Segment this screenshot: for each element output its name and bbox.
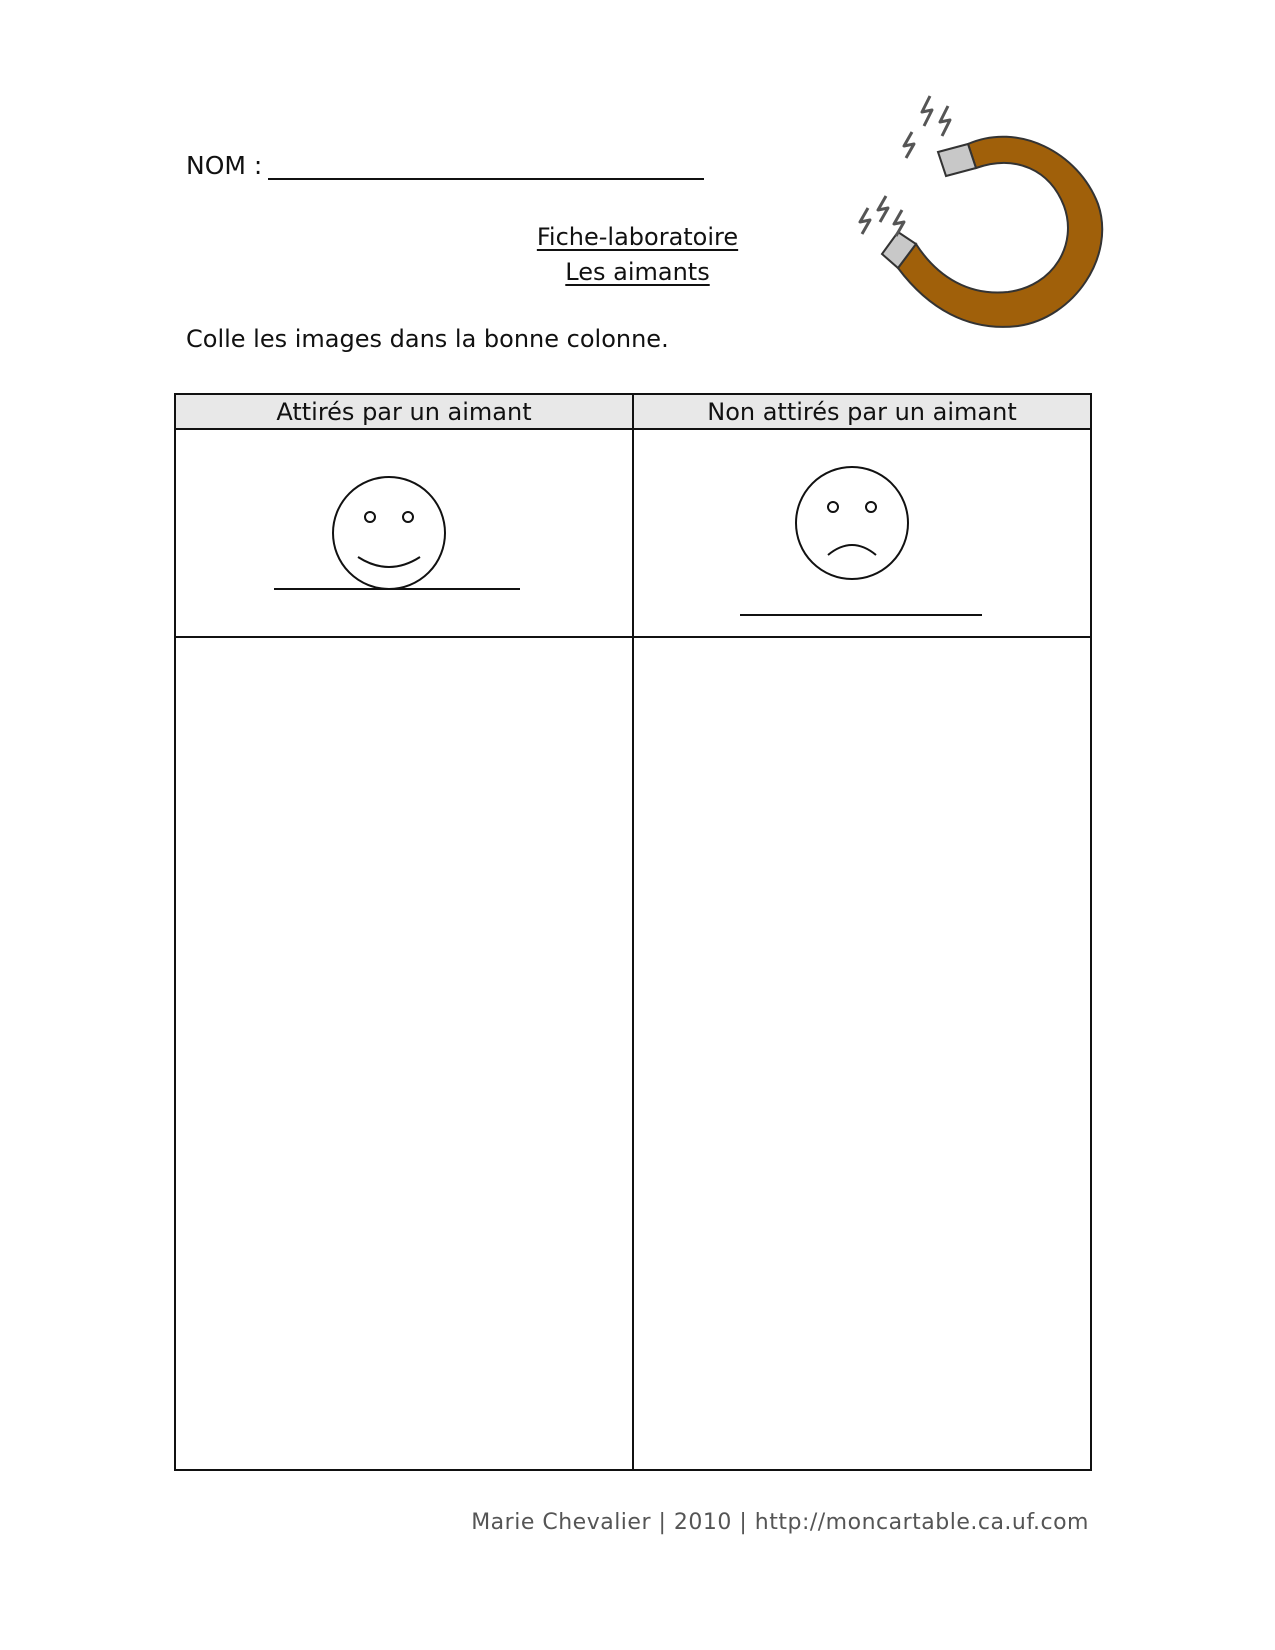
column-header-attracted: Attirés par un aimant <box>175 394 633 429</box>
sad-face-cell <box>633 429 1091 637</box>
paste-area-not-attracted[interactable] <box>633 637 1091 1470</box>
horseshoe-magnet-icon <box>858 92 1118 336</box>
paste-area-attracted[interactable] <box>175 637 633 1470</box>
sorting-table <box>174 393 1092 1471</box>
sad-face-icon <box>732 443 992 623</box>
name-field-row <box>186 150 704 180</box>
happy-face-icon <box>274 453 534 613</box>
name-write-line[interactable] <box>268 150 704 180</box>
column-header-not-attracted: Non attirés par un aimant <box>633 394 1091 429</box>
footer-credit: Marie Chevalier | 2010 | http://moncartable.ca.uf.com <box>471 1510 1089 1535</box>
happy-face-cell <box>175 429 633 637</box>
worksheet-title: Fiche-laboratoire <box>536 223 739 251</box>
instruction-text: Colle les images dans la bonne colonne. <box>186 325 669 353</box>
lightning-icon <box>860 96 950 236</box>
name-label: NOM : <box>186 151 263 180</box>
worksheet-subtitle: Les aimants <box>565 258 710 286</box>
